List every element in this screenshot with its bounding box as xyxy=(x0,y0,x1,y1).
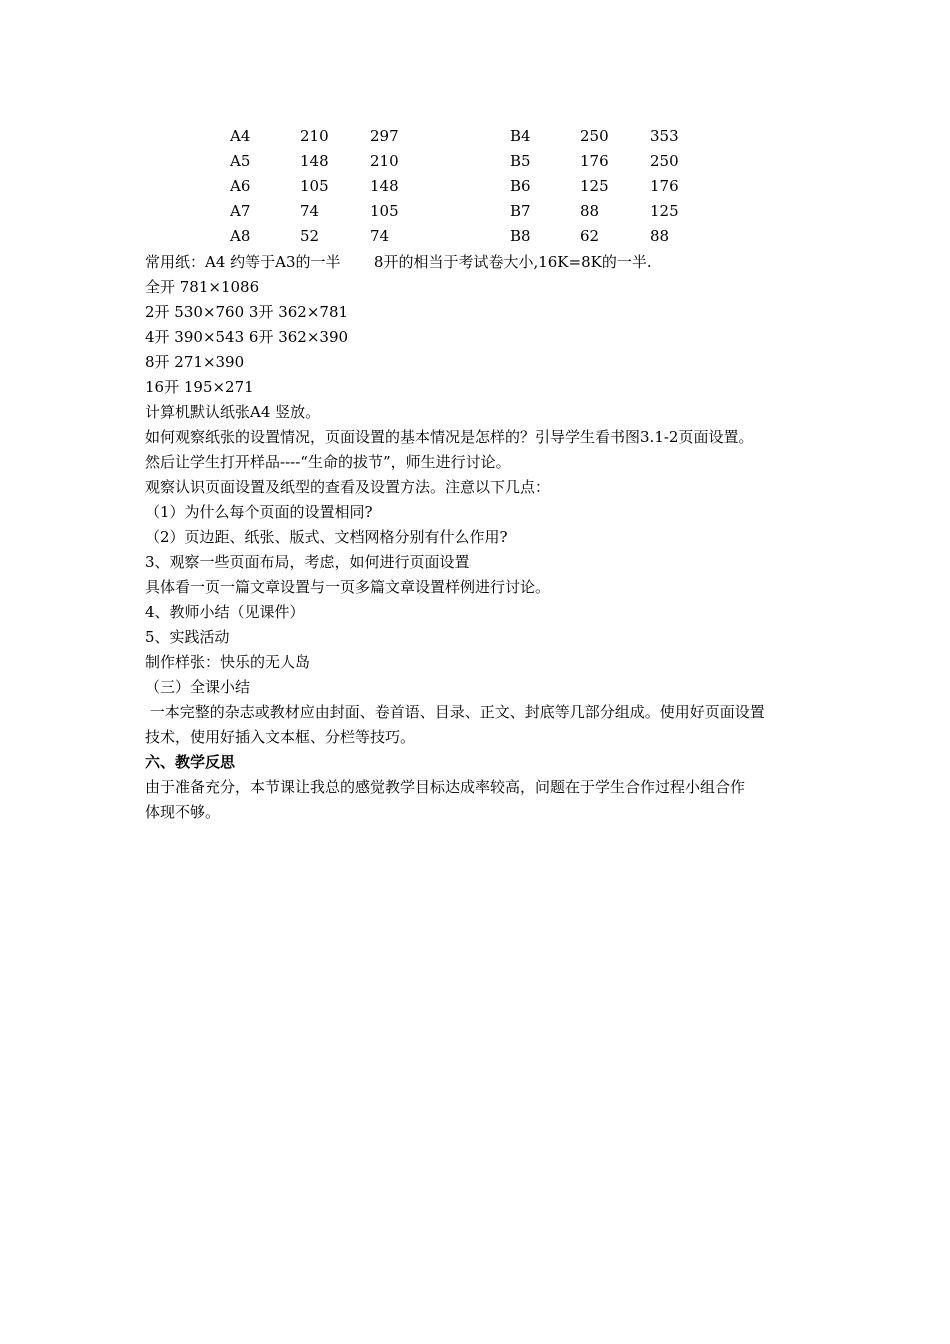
paragraph-observe-methods: 观察认识页面设置及纸型的查看及设置方法。注意以下几点： xyxy=(145,478,551,496)
paragraph-default-paper: 计算机默认纸张A4 竖放。 xyxy=(145,403,321,421)
paragraph-summary-2: 技术，使用好插入文本框、分栏等技巧。 xyxy=(145,728,416,746)
paragraph-summary-1: 一本完整的杂志或教材应由封面、卷首语、目录、正文、封底等几部分组成。使用好页面设置 xyxy=(145,703,765,721)
table-cell: 125 xyxy=(650,202,679,220)
table-cell: 353 xyxy=(650,127,679,145)
paragraph-4k-6k: 4开 390×543 6开 362×390 xyxy=(145,328,349,346)
paragraph-full-size: 全开 781×1086 xyxy=(145,278,260,296)
table-cell: 176 xyxy=(580,152,609,170)
paragraph-step-5: 5、实践活动 xyxy=(145,628,230,646)
paragraph-question-2: （2）页边距、纸张、版式、文档网格分别有什么作用? xyxy=(145,528,508,546)
table-row xyxy=(230,174,710,199)
table-row xyxy=(230,224,710,249)
table-cell: 297 xyxy=(370,127,399,145)
paper-size-table xyxy=(230,124,710,249)
table-cell: 250 xyxy=(650,152,679,170)
paragraph-open-sample: 然后让学生打开样品----“生命的拔节”，师生进行讨论。 xyxy=(145,453,511,471)
table-row xyxy=(230,199,710,224)
table-cell: 148 xyxy=(370,177,399,195)
table-cell: 250 xyxy=(580,127,609,145)
paragraph-16k: 16开 195×271 xyxy=(145,378,254,396)
paragraph-step-3: 3、观察一些页面布局，考虑，如何进行页面设置 xyxy=(145,553,470,571)
paragraph-common-paper: 常用纸：A4 约等于A3的一半 8开的相当于考试卷大小,16K=8K的一半. xyxy=(145,253,652,271)
table-cell: 210 xyxy=(370,152,399,170)
table-cell: 74 xyxy=(300,202,320,220)
paragraph-step-4: 4、教师小结（见课件） xyxy=(145,603,305,621)
paragraph-reflection-2: 体现不够。 xyxy=(145,803,221,821)
paragraph-reflection-1: 由于准备充分，本节课让我总的感觉教学目标达成率较高，问题在于学生合作过程小组合作 xyxy=(145,778,746,796)
table-cell: 148 xyxy=(300,152,329,170)
document-body xyxy=(145,250,815,825)
table-cell: B4 xyxy=(510,127,531,145)
table-cell: 88 xyxy=(650,227,670,245)
table-cell: B5 xyxy=(510,152,531,170)
table-cell: 62 xyxy=(580,227,600,245)
table-cell: 210 xyxy=(300,127,329,145)
table-cell: 176 xyxy=(650,177,679,195)
table-row xyxy=(230,124,710,149)
table-cell: B7 xyxy=(510,202,531,220)
table-cell: 88 xyxy=(580,202,600,220)
table-cell: A4 xyxy=(230,127,251,145)
section-heading-reflection: 六、教学反思 xyxy=(145,753,236,771)
paragraph-8k: 8开 271×390 xyxy=(145,353,245,371)
paragraph-discussion: 具体看一页一篇文章设置与一页多篇文章设置样例进行讨论。 xyxy=(145,578,551,596)
paragraph-2k-3k: 2开 530×760 3开 362×781 xyxy=(145,303,349,321)
table-cell: A6 xyxy=(230,177,251,195)
table-cell: A5 xyxy=(230,152,251,170)
table-cell: A7 xyxy=(230,202,251,220)
paragraph-sample-task: 制作样张：快乐的无人岛 xyxy=(145,653,311,671)
table-cell: B8 xyxy=(510,227,531,245)
table-cell: 52 xyxy=(300,227,320,245)
table-cell: B6 xyxy=(510,177,531,195)
table-row xyxy=(230,149,710,174)
paragraph-observe-settings: 如何观察纸张的设置情况，页面设置的基本情况是怎样的？引导学生看书图3.1-2页面设置。 xyxy=(145,428,754,446)
table-cell: 125 xyxy=(580,177,609,195)
table-cell: A8 xyxy=(230,227,251,245)
table-cell: 105 xyxy=(300,177,329,195)
paragraph-question-1: （1）为什么每个页面的设置相同? xyxy=(145,503,373,521)
paragraph-summary-heading: （三）全课小结 xyxy=(145,678,251,696)
table-cell: 105 xyxy=(370,202,399,220)
table-cell: 74 xyxy=(370,227,390,245)
